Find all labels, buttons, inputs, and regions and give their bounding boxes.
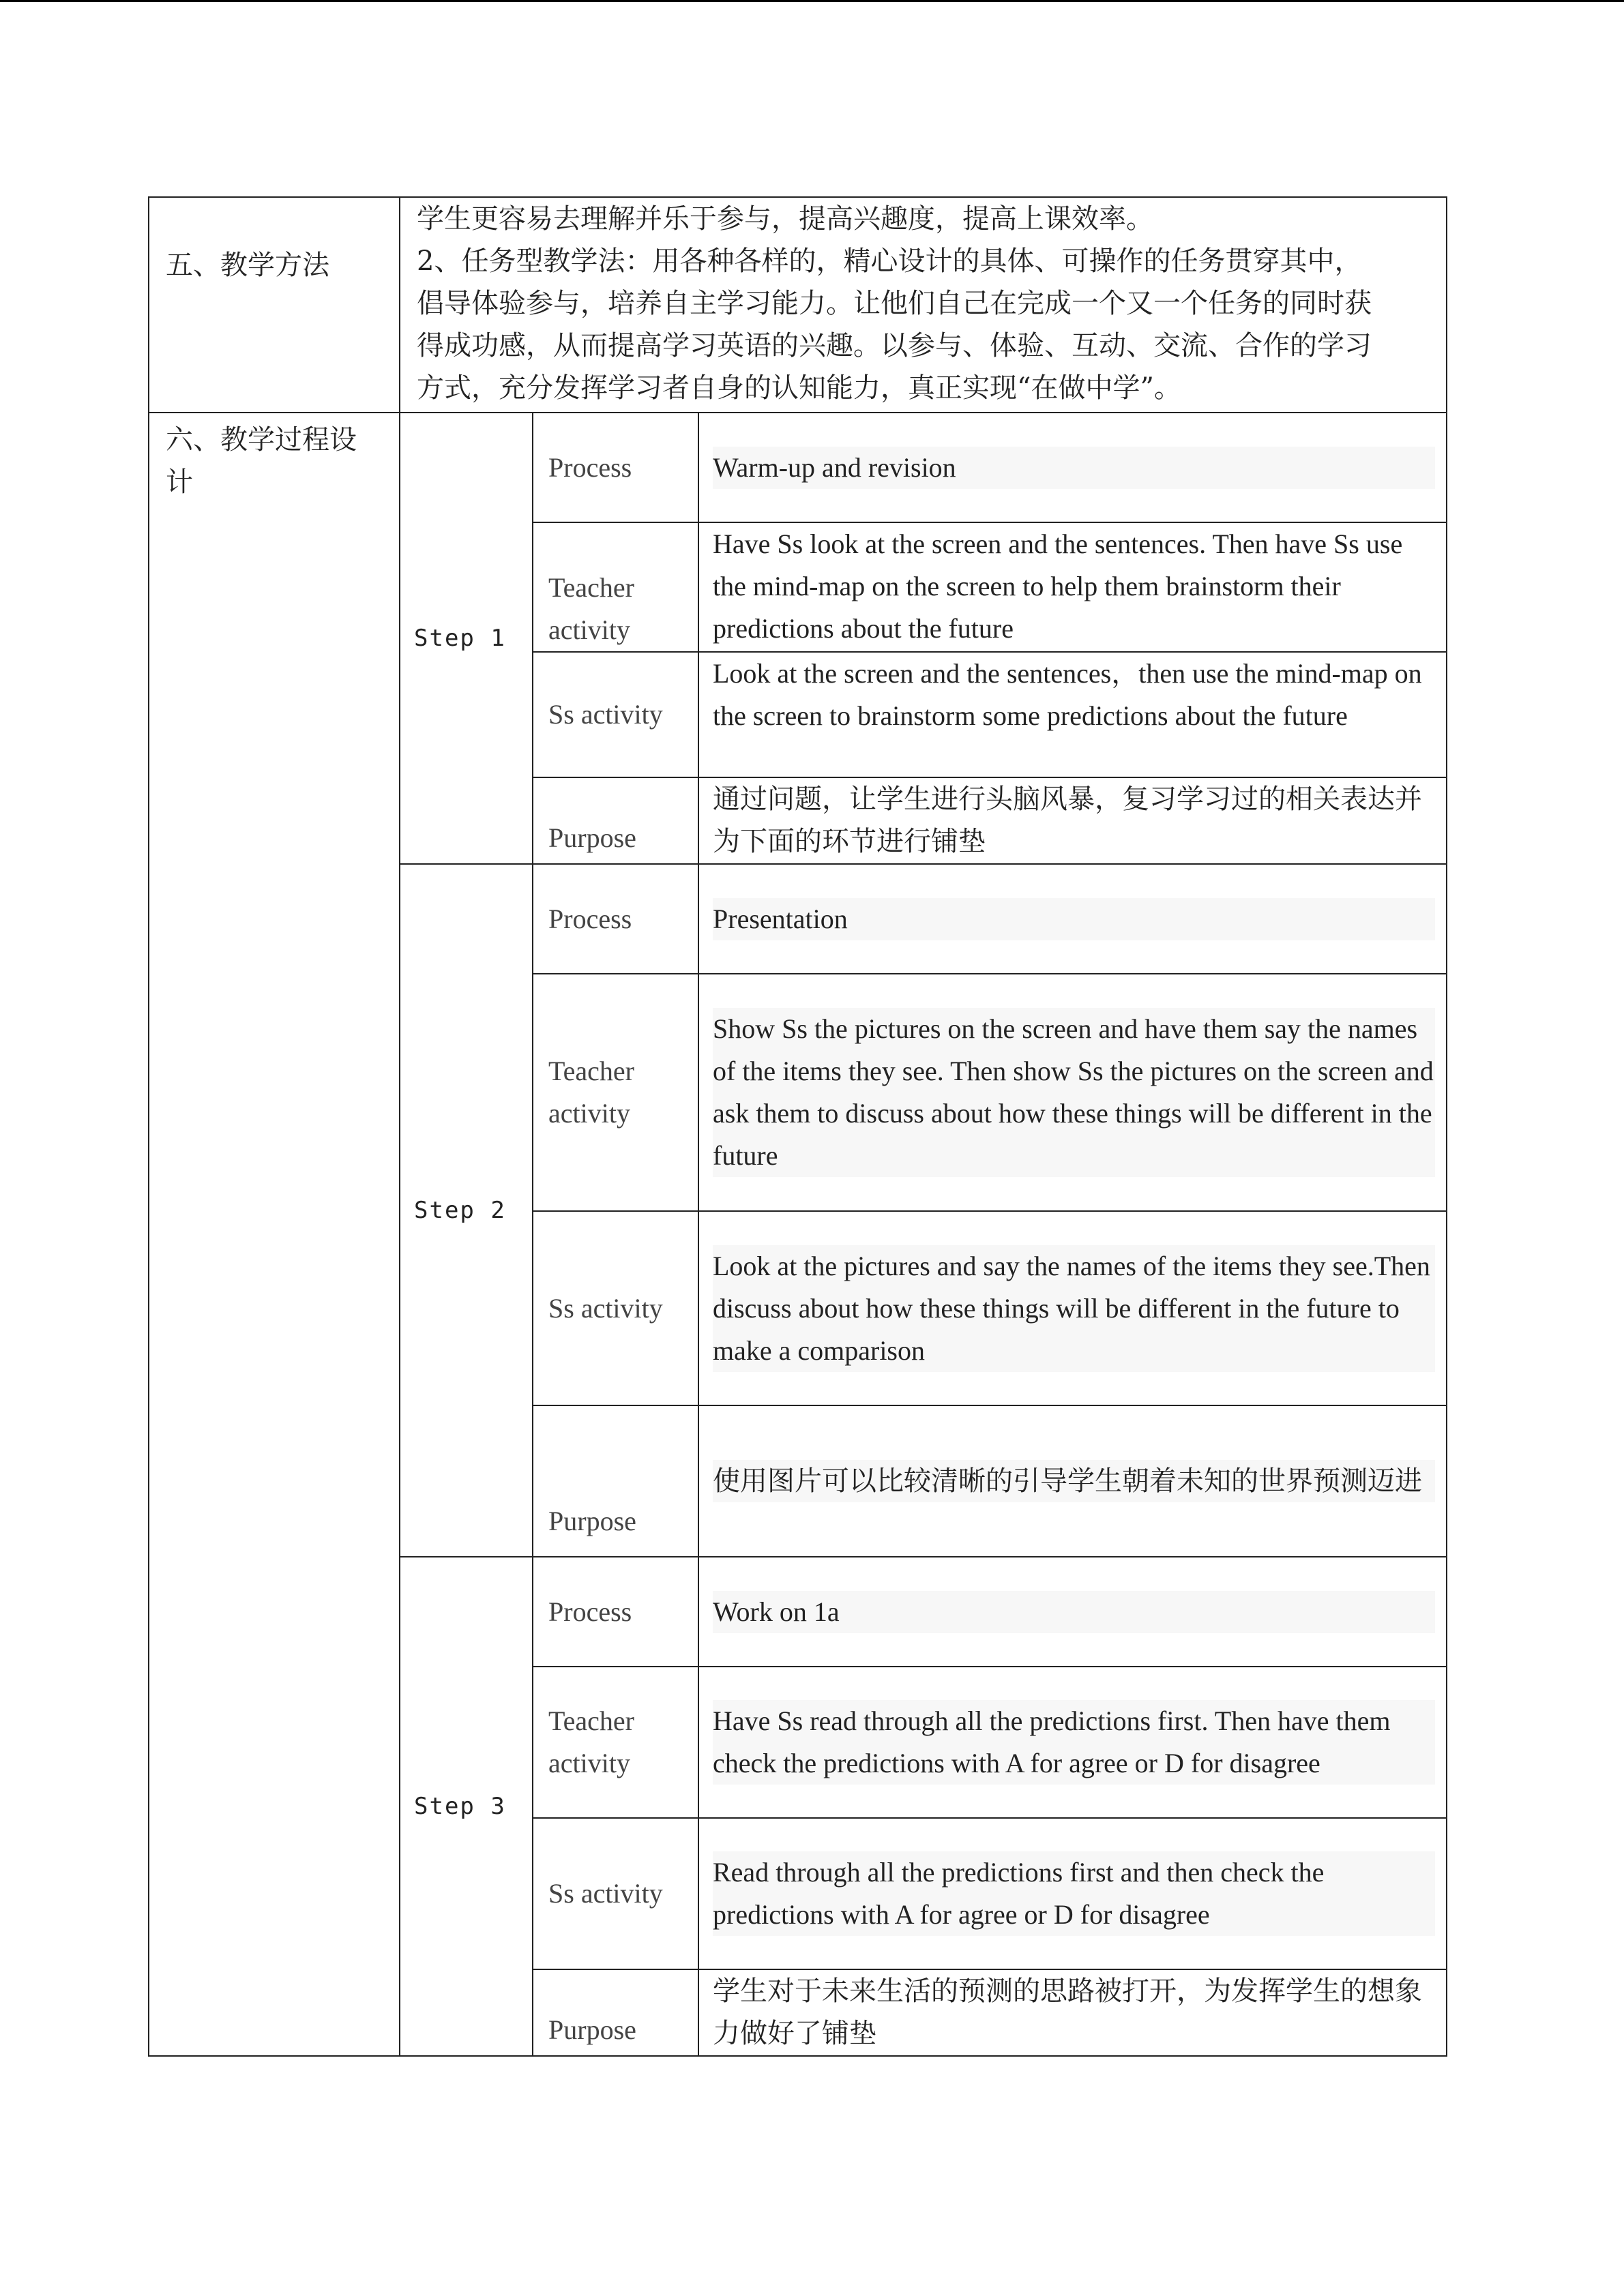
section5-text <box>400 198 1446 409</box>
ss-activity-label: Ss activity <box>533 1818 698 1969</box>
ss-activity-label: Ss activity <box>533 1211 698 1405</box>
step1-process: Warm-up and revision <box>698 413 1447 522</box>
teacher-activity-label: Teacher activity <box>533 974 698 1211</box>
purpose-label: Purpose <box>533 1405 698 1557</box>
step2-teacher-activity: Show Ss the pictures on the screen and have them say the names of the items they see. Then show Ss the pictures on the screen and ask them to discuss about how these things will be different in the future <box>698 974 1447 1211</box>
step1-process-row <box>149 413 1447 522</box>
step2-process: Presentation <box>698 864 1447 974</box>
section6-title-cell <box>149 413 400 2056</box>
step3-label: Step 3 <box>400 1557 533 2056</box>
step2-label: Step 2 <box>400 864 533 1557</box>
step2-ss-activity: Look at the pictures and say the names of the items they see.Then discuss about how these things will be different in the future to make a comparison <box>698 1211 1447 1405</box>
section6-title: 六、教学过程设 计 <box>166 424 357 498</box>
section5-content-cell <box>400 197 1447 413</box>
section5-line: 倡导体验参与，培养自主学习能力。让他们自己在完成一个又一个任务的同时获 <box>417 288 1372 319</box>
section5-line: 学生更容易去理解并乐于参与，提高兴趣度，提高上课效率。 <box>417 203 1153 235</box>
section5-row <box>149 197 1447 413</box>
step3-ss-activity: Read through all the predictions first and then check the predictions with A for agree or D for disagree <box>698 1818 1447 1969</box>
step1-label: Step 1 <box>400 413 533 864</box>
section5-line: 方式，充分发挥学习者自身的认知能力，真正实现“在做中学”。 <box>417 372 1181 404</box>
section5-line: 得成功感，从而提高学习英语的兴趣。以参与、体验、互动、交流、合作的学习 <box>417 330 1372 361</box>
teacher-activity-label: Teacher activity <box>533 522 698 652</box>
section5-title-cell <box>149 197 400 413</box>
step1-teacher-activity: Have Ss look at the screen and the sentences. Then have Ss use the mind-map on the screen to help them brainstorm their predictions about the future <box>698 522 1447 652</box>
top-border-rule <box>0 0 1624 2</box>
step3-purpose: 学生对于未来生活的预测的思路被打开，为发挥学生的想象力做好了铺垫 <box>698 1969 1447 2056</box>
section5-line: 2、任务型教学法：用各种各样的，精心设计的具体、可操作的任务贯穿其中， <box>417 245 1362 277</box>
step2-purpose: 使用图片可以比较清晰的引导学生朝着未知的世界预测迈进 <box>698 1405 1447 1557</box>
teacher-activity-label: Teacher activity <box>533 1667 698 1818</box>
lesson-plan-table <box>148 196 1447 2057</box>
ss-activity-label: Ss activity <box>533 652 698 777</box>
step1-purpose: 通过问题，让学生进行头脑风暴，复习学习过的相关表达并为下面的环节进行铺垫 <box>698 777 1447 864</box>
step3-teacher-activity: Have Ss read through all the predictions first. Then have them check the predictions with A for agree or D for disagree <box>698 1667 1447 1818</box>
process-label: Process <box>533 1557 698 1667</box>
purpose-label: Purpose <box>533 1969 698 2056</box>
process-label: Process <box>533 864 698 974</box>
step1-ss-activity: Look at the screen and the sentences，then use the mind-map on the screen to brainstorm some predictions about the future <box>698 652 1447 777</box>
step3-process: Work on 1a <box>698 1557 1447 1667</box>
purpose-label: Purpose <box>533 777 698 864</box>
process-label: Process <box>533 413 698 522</box>
section5-title: 五、教学方法 <box>166 250 329 281</box>
